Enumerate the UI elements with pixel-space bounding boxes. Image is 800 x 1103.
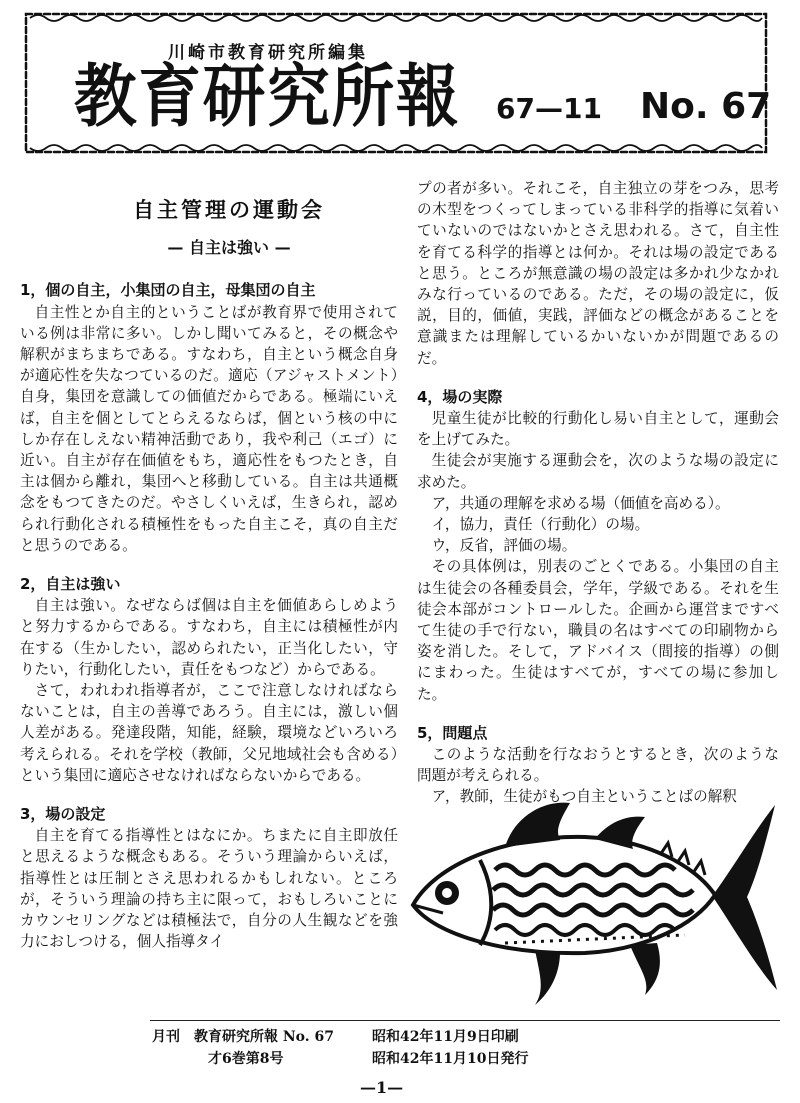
issue-code: 67—11 [496,92,602,125]
section-4-item-c: ウ，反省，評価の場。 [431,537,577,555]
publication-title: 教育研究所報 [74,58,461,137]
editor-line: 川崎市教育研究所編集 [168,43,368,63]
section-5-item-a: ア，教師，生徒がもつ自主ということばの解釈 [431,788,737,806]
footer-volume: 才6巻第8号 [208,1051,284,1067]
footer-rule [150,1020,780,1021]
section-1-body: 自主性とか自主的ということばが教育界で使用されている例は非常に多い。しかし聞いてみると，その概念や解釈がまちまちである。すなわち，自主という概念自身が適応性を失なつているのだ。適応（アジャストメント）自身，集団を意識しての価値だからである。極端にいえば，自主を個としてとらえるならば，個という核の中にしか存在しえない精神活動であり，我や利己（エゴ）に近い。自主が存在価値をもち，適応性をもつたとき，自主は個から離れ，集団へと移動している。自主は共通概念をもつてきたのだ。やさしくいえば，生きられ，認められ行動化される積極性をもった自主こそ，真の自主だと思うのである。 [20,303,398,554]
section-3-body: 自主を育てる指導性とはなにか。ちまたに自主即放任と思えるような概念もある。そういう理論からいえば，指導性とは圧制とさえ思われるかもしれない。ところが，そういう理論の持ち主に限って，おもしろいことにカウンセリングなどは積極法で，自分の人生観などを強力におしつける，個人指導タイ [20,827,398,951]
issue-number: No. 67 [640,86,772,127]
section-5-body: このような活動を行なおうとするとき，次のような問題が考えられる。 [417,746,779,785]
masthead [20,8,772,158]
section-4-body-1: 児童生徒が比較的行動化し易い自主として，運動会を上げてみた。 [417,410,779,449]
footer-issue-date: 昭和42年11月10日発行 [372,1051,529,1067]
section-2-body-1: 自主は強い。なぜならば個は自主を価値あらしめようと努力するからである。すなわち，自主には積極性が内在する（生かしたい，認められたい，正当化したい，守りたい，行動化したい，責任をもつなど）からである。 [20,597,398,678]
article-subtitle: — 自主は強い — [167,238,291,258]
section-4-item-b: イ，協力，責任（行動化）の場。 [431,516,650,534]
section-1-heading: 1，個の自主，小集団の自主，母集団の自主 [20,281,316,300]
section-5-heading: 5，問題点 [417,723,488,742]
section-4-body-3: その具体例は，別表のごとくである。小集団の自主は生徒会の各種委員会，学年，学級である。それを生徒会本部がコントロールした。企画から運営まですべて生徒の手で行ない，職員の名はすべての印刷物から姿を消した。そして，アドバイス（間接的指導）の側にまわった。生徒はすべてが，すべての場に参加した。 [417,558,779,703]
fish-illustration [395,785,780,1010]
footer-publication: 月刊 教育研究所報 No. 67 [152,1029,334,1045]
right-column [417,178,779,808]
section-4-body-2: 生徒会が実施する運動会を，次のような場の設定に求めた。 [417,452,779,491]
section-4-heading: 4，場の実際 [417,387,503,406]
article-title: 自主管理の運動会 [133,198,325,222]
footer-print-date: 昭和42年11月9日印刷 [372,1029,519,1045]
section-2-body-2: さて，われわれ指導者が，ここで注意しなければならないことは，自主の善導であろう。自主には，激しい個人差がある。発達段階，知能，経験，環境などいろいろ考えられる。それを学校（教師，父兄地域社会も含める）という集団に適応させなければならないからである。 [20,682,398,784]
section-4-item-a: ア，共通の理解を求める場（価値を高める）。 [431,494,730,512]
section-2-heading: 2，自主は強い [20,575,121,594]
section-3-heading: 3，場の設定 [20,805,106,824]
page-number: —1— [360,1078,404,1097]
section-3-continued: プの者が多い。それこそ，自主独立の芽をつみ，思考の木型をつくってしまっている非科学的指導に気着いていないのではないかとさえ思われる。さて，自主性を育てる科学的指導とは何か。それは場の設定であると思う。ところが無意識の場の設定は多かれ少なかれみな行っているのである。ただ，その場の設定に，仮説，目的，価値，実践，評価などの概念があることを意識または理解しているかいないかが問題であるのだ。 [417,180,779,367]
left-column [20,200,398,953]
